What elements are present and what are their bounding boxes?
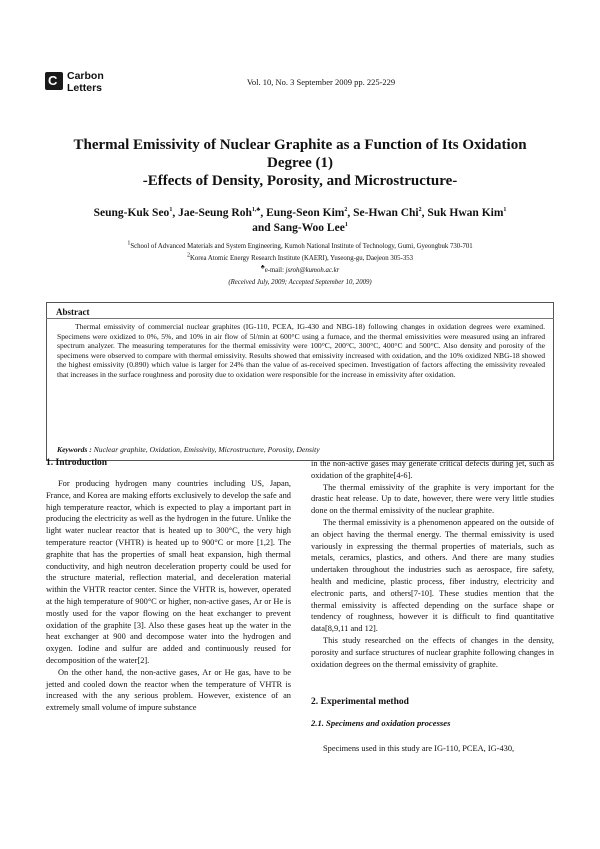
author-affil-mark: 2 xyxy=(418,207,422,214)
corresponding-email xyxy=(40,266,560,275)
intro-paragraph: On the other hand, the non-active gases, Ar or He gas, have to be jetted and cooled down the reactor when the temperature of VHTR is increased with the any serious problem. However, existence of an extremely small volume of impure substance xyxy=(46,667,291,713)
author-affil-mark: 1 xyxy=(344,222,348,229)
method-text xyxy=(311,743,554,755)
author-affil-mark: 2 xyxy=(344,207,348,214)
affil-mark: 1 xyxy=(127,240,131,247)
intro-paragraph: The thermal emissivity of the graphite is very important for the drastic heat release. Up to date, however, there were very little studies done on the thermal emissivity of the nuclear graphite. xyxy=(311,482,554,516)
journal-info: Vol. 10, No. 3 September 2009 pp. 225-229 xyxy=(246,77,396,87)
section-heading-introduction: 1. Introduction xyxy=(46,458,108,468)
author-name: , Suk Hwan Kim xyxy=(421,207,504,219)
subsection-heading: 2.1. Specimens and oxidation processes xyxy=(311,718,451,728)
affil-text: School of Advanced Materials and System Engineering, Kumoh National Institute of Technology, Gumi, Gyeongbuk 730-701 xyxy=(130,243,473,250)
logo-letter: C xyxy=(48,73,58,88)
email-mark: ♣ xyxy=(260,264,265,271)
intro-paragraph: For producing hydrogen many countries including US, Japan, France, and Korea are making efforts exclusively to develop the safe and high temperature reactor, which is expected to play a important part in producing the electricity as well as the hydrogen in the future. Unlike the light water nuclear reactor that is heated up to 300°C, the very high temperature reactor (VHTR) is heated up to 900°C or more [1,2]. The graphite that has the properties of small heat expansion, high thermal conductivity, and high neutron deceleration property could be used for the structure material, reflection material, and deceleration material within the VHTR reactor center. Since the VHTR is, however, operated at the high temperature of 900°C or higher, non-active gases, Ar or He is mostly used for the vapor flowing on the heat exchanger to prevent oxidation of the graphite [3]. Also these gases heat up the water in the heat exchanger at 900 and decompose water into the hydrogen and oxygen. Iodine and sulfur are added and continuously reused for decomposition of the water[2]. xyxy=(46,479,291,665)
abstract-divider xyxy=(46,318,554,319)
author-name: , Jae-Seung Roh xyxy=(172,207,252,219)
title-line-2: Degree (1) xyxy=(267,155,333,171)
title-line-3: -Effects of Density, Porosity, and Microstructure- xyxy=(142,173,458,189)
affil-mark: 2 xyxy=(186,252,190,259)
keywords-label: Keywords : xyxy=(57,445,94,454)
intro-paragraph: The thermal emissivity is a phenomenon appeared on the outside of an object having the thermal energy. The thermal emissivity is used variously in expressing the thermal properties of materials, such as metals, ceramics, plastics, and others. And there are many studies undertaken throughout the industries such as aerospace, fire safety, health and medicine, plastic process, fiber industry, electricity and electronic parts, and others[7-10]. These studies mention that the thermal emissivity is affected depending on the surface shape or tendency of roughness, however it is difficult to find quantitative data[8,9,11 and 12]. xyxy=(311,517,554,634)
author-name: , Se-Hwan Chi xyxy=(347,207,419,219)
logo-line-2: Letters xyxy=(67,82,103,94)
author-list xyxy=(50,206,550,236)
title-line-1: Thermal Emissivity of Nuclear Graphite as a Function of Its Oxidation xyxy=(73,137,527,153)
method-paragraph: Specimens used in this study are IG-110, PCEA, IG-430, xyxy=(323,744,515,753)
author-affil-mark: 1,♣ xyxy=(251,207,261,214)
logo-line-1: Carbon xyxy=(67,70,104,82)
section-heading-experimental: 2. Experimental method xyxy=(311,697,409,707)
keywords-list: Nuclear graphite, Oxidation, Emissivity, Microstructure, Porosity, Density xyxy=(93,445,320,454)
abstract-heading: Abstract xyxy=(56,307,90,317)
author-affil-mark: 1 xyxy=(169,207,173,214)
abstract-text: Thermal emissivity of commercial nuclear graphites (IG-110, PCEA, IG-430 and NBG-18) following changes in oxidation degrees were examined. Specimens were oxidized to 0%, 5%, and 10% in air flow of 5l/min at 600°C using a furnace, and the thermal emissivities were measured using an infrared spectrum analyzer. The measuring temperatures for the thermal emissivity were 100°C, 200°C, 300°C, 400°C and 500°C. Also density and porosity of the specimens were observed to compare with thermal emissivity. Results showed that emissivity increased with oxidation, and the 10% oxidized NBG-18 showed the highest emissivity (0.890) which value is larger for 24% than the value of as-received specimen. Investigation of factors affecting the emissivity revealed that increases in the surface roughness and porosity due to oxidation were responsible for the increase in emissivity after oxidation. xyxy=(57,322,545,379)
affil-text: Korea Atomic Energy Research Institute (KAERI), Yuseong-gu, Daejeon 305-353 xyxy=(189,255,414,262)
author-name: , Eung-Seon Kim xyxy=(260,207,345,219)
email-link[interactable]: jsroh@kumoh.ac.kr xyxy=(285,267,340,274)
email-label: e-mail: xyxy=(264,267,286,274)
paper-title xyxy=(40,136,560,190)
intro-paragraph-continued: in the non-active gases may generate critical defects during jet, such as oxidation of the graphite[4-6]. xyxy=(311,459,554,480)
author-name: and Sang-Woo Lee xyxy=(252,222,345,234)
affiliation-2 xyxy=(40,254,560,263)
intro-paragraph: This study researched on the effects of changes in the density, porosity and surface structures of nuclear graphite following changes in oxidation degrees on the thermal emissivity of graphite. xyxy=(311,635,554,669)
affiliation-1 xyxy=(40,242,560,251)
received-dates: (Received July, 2009; Accepted September 10, 2009) xyxy=(228,279,372,286)
right-column xyxy=(311,458,554,670)
author-affil-mark: 1 xyxy=(503,207,507,214)
keywords xyxy=(57,445,545,454)
left-column xyxy=(46,478,291,714)
author-name: Seung-Kuk Seo xyxy=(93,207,170,219)
